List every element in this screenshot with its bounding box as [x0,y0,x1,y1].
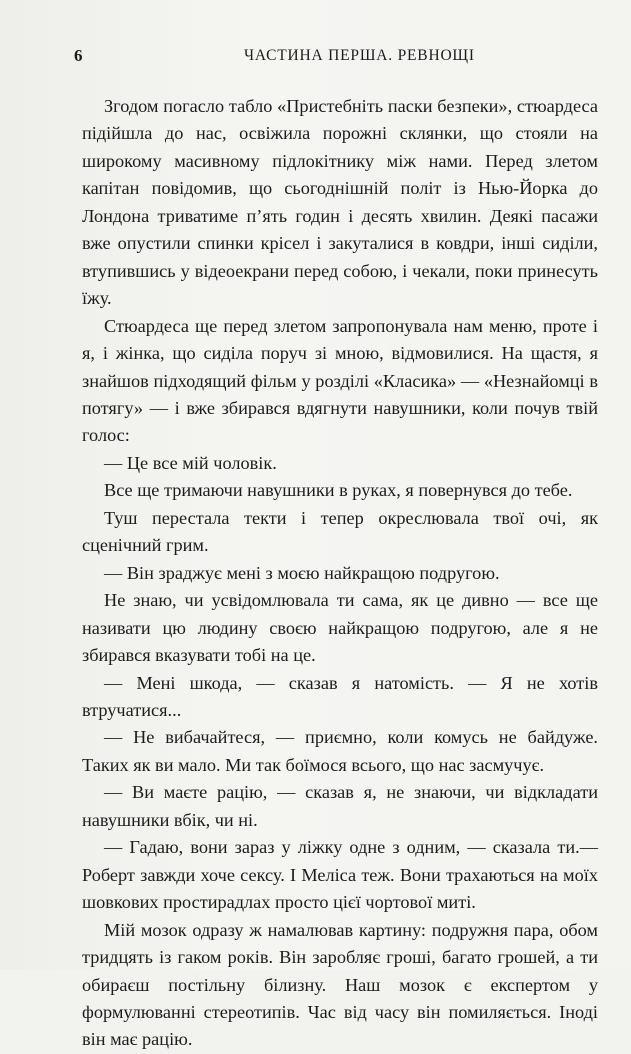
paragraph: — Ви маєте рацію, — сказав я, не знаючи, чи відкладати навушники вбік, чи ні. [82,782,598,830]
paragraph: — Це все мій чоловік. [104,452,277,473]
paragraph: Стюардеса ще перед злетом запропонувала нам меню, проте і я, і жінка, що сиділа поруч зі мною, відмовилися. На щастя, я знайшов підходящий фільм у розділі «Класика» — «Незнайомці в потягу» — і вже збирався вдягнути навушники, коли почув твій голос: [82,315,598,446]
paragraph: Згодом погасло табло «Пристебніть паски безпеки», стюардеса підійшла до нас, освіжила порожні склянки, що стояли на широкому масивному підлокітнику між нами. Перед злетом капітан повідомив, що сьогоднішній політ із Нью-Йорка до Лондона триватиме п’ять годин і десять хвилин. Деякі пасажи вже опустили спинки крісел і закуталися в ковдри, інші сиділи, втупившись у відеоекрани перед собою, і чекали, поки принесуть їжу. [82,96,598,309]
body-text [82,93,598,1054]
paragraph: Туш перестала текти і тепер окреслювала твої очі, як сценічний грим. [82,507,598,556]
section-title: ЧАСТИНА ПЕРША. РЕВНОЩІ [244,47,475,64]
paragraph: — Гадаю, вони зараз у ліжку одне з одним, — сказала ти.— Роберт завжди хоче сексу. І Меліса теж. Вони трахаються на моїх шовкових простирадлах просто цієї чортової миті. [82,837,598,913]
paragraph: — Не вибачайтеся, — приємно, коли комусь не байдуже. Таких як ви мало. Ми так боїмося всього, що нас засмучує. [82,727,598,775]
paragraph: — Він зраджує мені з моєю найкращою подругою. [104,562,500,583]
paragraph: — Мені шкода, — сказав я натомість. — Я не хотів втручатися... [82,672,598,720]
paragraph: Не знаю, чи усвідомлювала ти сама, як це дивно — все ще називати цю людину своєю найкращою подругою, але я не збирався вказувати тобі на це. [82,590,598,666]
paragraph: Все ще тримаючи навушники в руках, я повернувся до тебе. [104,480,573,501]
page-number: 6 [74,46,84,65]
paragraph: Мій мозок одразу ж намалював картину: подружня пара, обом тридцять із гаком років. Він заробляє гроші, багато грошей, а ти обираєш постільну білизну. Наш мозок є експертом у формулюванні стереотипів. Час від часу він помиляється. Іноді він має рацію. [82,919,598,1050]
running-head [74,46,595,70]
